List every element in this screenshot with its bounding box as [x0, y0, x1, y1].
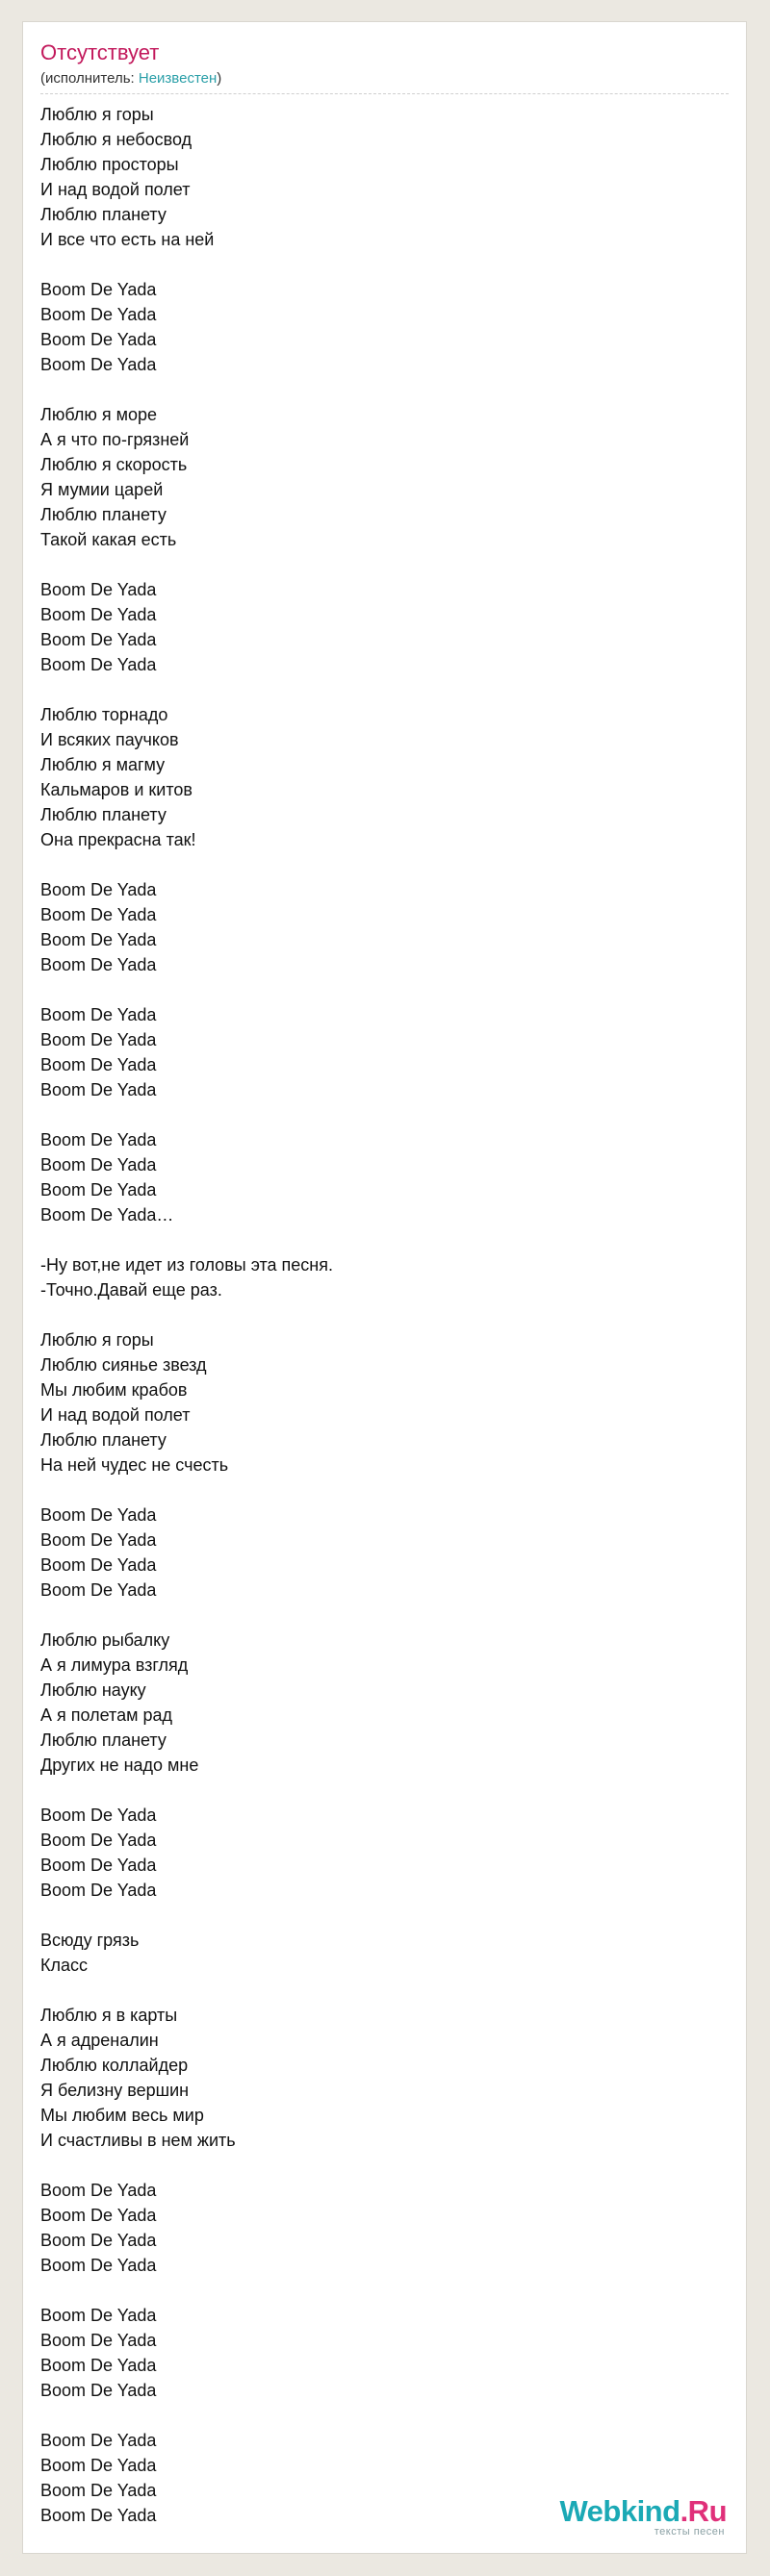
- lyric-line: И над водой полет: [40, 180, 191, 199]
- lyric-line: И все что есть на ней: [40, 230, 215, 249]
- logo-tagline: тексты песен: [654, 2526, 725, 2538]
- lyric-line: Люблю планету: [40, 1730, 167, 1750]
- logo-domain: .Ru: [680, 2494, 727, 2528]
- lyric-line: Boom De Yada: [40, 2431, 157, 2450]
- lyric-line: Boom De Yada: [40, 1831, 157, 1850]
- stanza-break: [40, 2153, 729, 2178]
- lyric-line: Boom De Yada: [40, 1155, 157, 1174]
- header-divider: [40, 93, 729, 94]
- lyric-line: Люблю я горы: [40, 105, 154, 124]
- stanza-break: [40, 2278, 729, 2303]
- byline-suffix: ): [217, 70, 222, 87]
- lyric-line: Она прекрасна так!: [40, 830, 196, 849]
- lyric-line: Я белизну вершин: [40, 2081, 190, 2100]
- lyric-line: Люблю я в карты: [40, 2006, 178, 2025]
- lyric-line: Мы любим весь мир: [40, 2106, 204, 2125]
- lyric-line: Boom De Yada: [40, 2331, 157, 2350]
- lyric-line: Люблю науку: [40, 1680, 146, 1700]
- lyrics-card: [22, 21, 747, 2554]
- lyric-line: Boom De Yada: [40, 1555, 157, 1575]
- logo-wordmark: [559, 2496, 727, 2527]
- lyric-line: Boom De Yada: [40, 630, 157, 649]
- stanza-break: [40, 1302, 729, 1327]
- stanza-break: [40, 552, 729, 577]
- lyric-line: А я лимура взгляд: [40, 1655, 189, 1675]
- stanza-break: [40, 252, 729, 277]
- lyric-line: Boom De Yada: [40, 2181, 157, 2200]
- lyric-line: Люблю я небосвод: [40, 130, 192, 149]
- lyric-line: Boom De Yada: [40, 2306, 157, 2325]
- lyric-line: Всюду грязь: [40, 1931, 140, 1950]
- lyric-line: Boom De Yada: [40, 1580, 157, 1600]
- lyric-line: И счастливы в нем жить: [40, 2131, 236, 2150]
- artist-link[interactable]: Неизвестен: [138, 70, 218, 87]
- lyric-line: Boom De Yada: [40, 2231, 157, 2250]
- lyric-line: Boom De Yada: [40, 305, 157, 324]
- lyric-line: Boom De Yada: [40, 2381, 157, 2400]
- lyric-line: Boom De Yada: [40, 1180, 157, 1200]
- lyric-line: И всяких паучков: [40, 730, 179, 749]
- lyric-line: Люблю коллайдер: [40, 2056, 189, 2075]
- lyric-line: Boom De Yada: [40, 355, 157, 374]
- stanza-break: [40, 1903, 729, 1928]
- lyric-line: Класс: [40, 1956, 88, 1975]
- lyric-line: Boom De Yada: [40, 2206, 157, 2225]
- lyric-line: На ней чудес не счесть: [40, 1455, 229, 1475]
- lyric-line: Люблю я море: [40, 405, 157, 424]
- lyric-line: А я полетам рад: [40, 1705, 172, 1725]
- lyric-line: Люблю планету: [40, 805, 167, 824]
- lyric-line: Люблю планету: [40, 205, 167, 224]
- stanza-break: [40, 977, 729, 1002]
- lyric-line: Boom De Yada: [40, 580, 157, 599]
- logo-name: Webkind: [559, 2494, 680, 2528]
- lyric-line: Boom De Yada: [40, 955, 157, 974]
- lyric-line: А я адреналин: [40, 2031, 159, 2050]
- artist-byline: [40, 70, 221, 88]
- lyric-line: Boom De Yada: [40, 1055, 157, 1074]
- stanza-break: [40, 1227, 729, 1252]
- lyric-line: Boom De Yada: [40, 330, 157, 349]
- lyric-line: Boom De Yada: [40, 905, 157, 924]
- stanza-break: [40, 1778, 729, 1803]
- lyric-line: Такой какая есть: [40, 530, 177, 549]
- lyric-line: Люблю я скорость: [40, 455, 188, 474]
- lyric-line: Boom De Yada: [40, 2456, 157, 2475]
- lyric-line: Boom De Yada: [40, 1806, 157, 1825]
- lyric-line: Люблю я магму: [40, 755, 166, 774]
- lyric-line: Boom De Yada: [40, 1530, 157, 1550]
- stanza-break: [40, 377, 729, 402]
- lyric-line: Boom De Yada…: [40, 1205, 174, 1225]
- lyric-line: Люблю планету: [40, 505, 167, 524]
- stanza-break: [40, 1603, 729, 1628]
- lyric-line: Люблю просторы: [40, 155, 179, 174]
- lyric-line: Boom De Yada: [40, 880, 157, 899]
- lyric-line: -Точно.Давай еще раз.: [40, 1280, 222, 1300]
- lyric-line: Boom De Yada: [40, 655, 157, 674]
- lyric-line: Кальмаров и китов: [40, 780, 192, 799]
- lyric-line: Boom De Yada: [40, 1856, 157, 1875]
- stanza-break: [40, 852, 729, 877]
- stanza-break: [40, 1102, 729, 1127]
- lyric-line: Boom De Yada: [40, 2256, 157, 2275]
- lyric-line: Boom De Yada: [40, 2356, 157, 2375]
- stanza-break: [40, 2403, 729, 2428]
- lyric-line: Boom De Yada: [40, 1005, 157, 1024]
- lyrics-body: [40, 102, 729, 2528]
- lyric-line: Boom De Yada: [40, 1881, 157, 1900]
- lyric-line: Boom De Yada: [40, 1505, 157, 1525]
- stanza-break: [40, 677, 729, 702]
- lyric-line: А я что по-грязней: [40, 430, 190, 449]
- lyric-line: Люблю сиянье звезд: [40, 1355, 207, 1375]
- lyric-line: Boom De Yada: [40, 1030, 157, 1049]
- lyric-line: Люблю рыбалку: [40, 1630, 170, 1650]
- lyric-line: -Ну вот,не идет из головы эта песня.: [40, 1255, 333, 1275]
- lyric-line: Мы любим крабов: [40, 1380, 188, 1400]
- lyric-line: Boom De Yada: [40, 2481, 157, 2500]
- stanza-break: [40, 1978, 729, 2003]
- lyric-line: Других не надо мне: [40, 1755, 199, 1775]
- lyric-line: Boom De Yada: [40, 1130, 157, 1149]
- lyric-line: Boom De Yada: [40, 930, 157, 949]
- lyric-line: Boom De Yada: [40, 280, 157, 299]
- byline-prefix: (исполнитель:: [40, 70, 139, 87]
- lyric-line: Boom De Yada: [40, 1080, 157, 1099]
- lyric-line: Люблю я горы: [40, 1330, 154, 1350]
- lyric-line: Boom De Yada: [40, 2506, 157, 2525]
- lyric-line: Я мумии царей: [40, 480, 164, 499]
- lyric-line: Люблю планету: [40, 1430, 167, 1450]
- lyric-line: И над водой полет: [40, 1405, 191, 1425]
- site-logo[interactable]: [559, 2496, 727, 2538]
- lyric-line: Люблю торнадо: [40, 705, 168, 724]
- stanza-break: [40, 1477, 729, 1503]
- lyric-line: Boom De Yada: [40, 605, 157, 624]
- song-title: Отсутствует: [40, 40, 160, 64]
